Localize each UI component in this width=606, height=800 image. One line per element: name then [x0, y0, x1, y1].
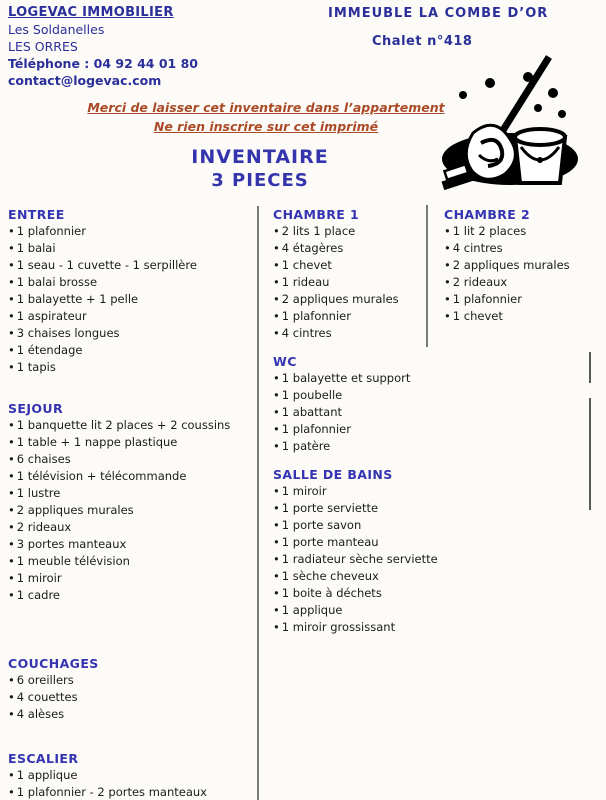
inventory-item	[273, 291, 425, 308]
bullet-icon: •	[444, 224, 451, 238]
item-text: 1 plafonnier	[452, 292, 522, 306]
item-text: 6 oreillers	[16, 673, 74, 687]
bullet-icon: •	[273, 620, 280, 634]
inventory-item	[8, 342, 254, 359]
inventory-item	[273, 223, 425, 240]
item-text: 1 plafonnier	[281, 422, 351, 436]
inventory-item	[273, 325, 425, 342]
inventory-item	[273, 517, 425, 534]
bullet-icon: •	[8, 673, 15, 687]
bullet-icon: •	[273, 309, 280, 323]
bullet-icon: •	[273, 326, 280, 340]
item-text: 1 lustre	[16, 486, 61, 500]
title-line2: 3 PIECES	[211, 170, 309, 191]
agency-address-line2: LES ORRES	[8, 39, 78, 54]
agency-email: contact@logevac.com	[8, 73, 162, 88]
item-text: 4 cintres	[281, 326, 332, 340]
section-heading: SEJOUR	[8, 401, 63, 416]
inventory-item	[8, 274, 254, 291]
item-text: 1 rideau	[281, 275, 330, 289]
inventory-item	[8, 689, 254, 706]
bullet-icon: •	[444, 309, 451, 323]
item-text: 1 télévision + télécommande	[16, 469, 187, 483]
inventory-item	[8, 308, 254, 325]
inventory-item	[8, 240, 254, 257]
item-text: 6 chaises	[16, 452, 71, 466]
inventory-item	[273, 602, 425, 619]
bullet-icon: •	[8, 258, 15, 272]
item-text: 1 chevet	[281, 258, 332, 272]
inventory-item	[8, 587, 254, 604]
inventory-item	[444, 308, 596, 325]
inventory-item	[8, 570, 254, 587]
bullet-icon: •	[273, 569, 280, 583]
agency-info-block	[8, 4, 198, 89]
item-text: 1 porte serviette	[281, 501, 379, 515]
item-text: 1 balayette et support	[281, 371, 411, 385]
inventory-column-2	[273, 206, 438, 636]
bullet-icon: •	[8, 486, 15, 500]
inventory-section	[8, 655, 254, 723]
inventory-item	[8, 485, 254, 502]
item-text: 1 meuble télévision	[16, 554, 130, 568]
inventory-item	[8, 706, 254, 723]
bullet-icon: •	[8, 537, 15, 551]
bullet-icon: •	[273, 586, 280, 600]
bullet-icon: •	[273, 258, 280, 272]
inventory-section	[444, 206, 596, 325]
inventory-item	[444, 274, 596, 291]
item-text: 1 balayette + 1 pelle	[16, 292, 139, 306]
bullet-icon: •	[273, 241, 280, 255]
notice-line2: Ne rien inscrire sur cet imprimé	[153, 119, 379, 134]
bullet-icon: •	[273, 388, 280, 402]
bullet-icon: •	[8, 452, 15, 466]
inventory-item	[444, 257, 596, 274]
item-text: 2 appliques murales	[452, 258, 570, 272]
item-text: 1 radiateur sèche serviette	[281, 552, 438, 566]
item-text: 1 patère	[281, 439, 331, 453]
inventory-item	[273, 370, 425, 387]
bullet-icon: •	[273, 405, 280, 419]
item-text: 1 miroir	[16, 571, 62, 585]
inventory-section	[8, 206, 254, 376]
section-heading: CHAMBRE 1	[273, 207, 360, 222]
inventory-item	[8, 672, 254, 689]
inventory-item	[8, 434, 254, 451]
item-text: 1 cadre	[16, 588, 60, 602]
inventory-item	[8, 291, 254, 308]
inventory-item	[273, 483, 425, 500]
inventory-item	[444, 223, 596, 240]
bullet-icon: •	[273, 371, 280, 385]
inventory-item	[8, 468, 254, 485]
inventory-section	[273, 206, 425, 342]
notice-block	[70, 98, 462, 136]
bullet-icon: •	[8, 418, 15, 432]
item-text: 2 rideaux	[452, 275, 508, 289]
building-name: IMMEUBLE LA COMBE D’OR	[328, 6, 549, 21]
bullet-icon: •	[444, 292, 451, 306]
item-text: 1 tapis	[16, 360, 56, 374]
document-title	[95, 146, 425, 192]
column-divider-2	[426, 205, 428, 347]
bullet-icon: •	[8, 707, 15, 721]
agency-name: LOGEVAC IMMOBILIER	[8, 5, 174, 20]
bullet-icon: •	[8, 520, 15, 534]
bullet-icon: •	[444, 258, 451, 272]
item-text: 1 balai brosse	[16, 275, 98, 289]
inventory-item	[8, 767, 254, 784]
column-divider-1	[257, 206, 259, 800]
bullet-icon: •	[8, 503, 15, 517]
inventory-item	[273, 619, 425, 636]
item-text: 1 plafonnier - 2 portes manteaux	[16, 785, 207, 799]
inventory-item	[8, 502, 254, 519]
item-text: 1 boite à déchets	[281, 586, 382, 600]
item-text: 3 portes manteaux	[16, 537, 127, 551]
item-text: 2 appliques murales	[281, 292, 399, 306]
item-text: 1 porte savon	[281, 518, 362, 532]
item-text: 1 applique	[16, 768, 78, 782]
item-text: 2 rideaux	[16, 520, 72, 534]
section-heading: ENTREE	[8, 207, 65, 222]
bullet-icon: •	[8, 224, 15, 238]
inventory-item	[273, 240, 425, 257]
item-text: 1 abattant	[281, 405, 343, 419]
section-heading: COUCHAGES	[8, 656, 99, 671]
item-text: 1 étendage	[16, 343, 83, 357]
right-margin-line-2	[589, 398, 591, 510]
title-line1: INVENTAIRE	[191, 146, 329, 168]
inventory-section	[8, 400, 254, 604]
right-margin-line-1	[589, 352, 591, 383]
inventory-item	[273, 421, 425, 438]
item-text: 1 aspirateur	[16, 309, 87, 323]
bullet-icon: •	[273, 535, 280, 549]
bullet-icon: •	[8, 690, 15, 704]
inventory-item	[273, 387, 425, 404]
bullet-icon: •	[273, 501, 280, 515]
item-text: 1 balai	[16, 241, 56, 255]
bullet-icon: •	[8, 326, 15, 340]
item-text: 4 couettes	[16, 690, 78, 704]
section-heading: CHAMBRE 2	[444, 207, 531, 222]
item-text: 1 table + 1 nappe plastique	[16, 435, 178, 449]
inventory-item	[444, 240, 596, 257]
item-text: 2 appliques murales	[16, 503, 134, 517]
agency-address-line1: Les Soldanelles	[8, 22, 105, 37]
inventory-item	[8, 451, 254, 468]
bullet-icon: •	[8, 292, 15, 306]
item-text: 4 cintres	[452, 241, 503, 255]
item-text: 3 chaises longues	[16, 326, 120, 340]
item-text: 1 sèche cheveux	[281, 569, 379, 583]
section-heading: ESCALIER	[8, 751, 79, 766]
bullet-icon: •	[273, 422, 280, 436]
item-text: 4 étagères	[281, 241, 344, 255]
inventory-item	[8, 359, 254, 376]
item-text: 1 poubelle	[281, 388, 343, 402]
bullet-icon: •	[8, 343, 15, 357]
item-text: 1 miroir grossissant	[281, 620, 396, 634]
bullet-icon: •	[8, 435, 15, 449]
item-text: 1 miroir	[281, 484, 327, 498]
inventory-item	[8, 223, 254, 240]
item-text: 1 plafonnier	[16, 224, 86, 238]
bullet-icon: •	[444, 241, 451, 255]
inventory-column-1	[8, 206, 254, 800]
item-text: 1 porte manteau	[281, 535, 379, 549]
item-text: 2 lits 1 place	[281, 224, 356, 238]
inventory-item	[273, 308, 425, 325]
section-heading: SALLE DE BAINS	[273, 467, 393, 482]
inventory-item	[273, 534, 425, 551]
inventory-item	[273, 500, 425, 517]
bullet-icon: •	[8, 275, 15, 289]
inventory-item	[273, 274, 425, 291]
inventory-item	[8, 325, 254, 342]
bullet-icon: •	[8, 241, 15, 255]
bullet-icon: •	[8, 588, 15, 602]
inventory-section	[273, 353, 425, 455]
bullet-icon: •	[8, 768, 15, 782]
notice-line1: Merci de laisser cet inventaire dans l’appartement	[87, 100, 445, 115]
bullet-icon: •	[8, 785, 15, 799]
inventory-item	[273, 257, 425, 274]
bullet-icon: •	[273, 518, 280, 532]
inventory-item	[273, 438, 425, 455]
building-info-block	[328, 6, 578, 49]
inventory-item	[8, 784, 254, 800]
bullet-icon: •	[273, 275, 280, 289]
bullet-icon: •	[8, 309, 15, 323]
inventory-item	[8, 417, 254, 434]
item-text: 1 applique	[281, 603, 343, 617]
inventory-column-3	[444, 206, 596, 325]
unit-number: Chalet n°418	[372, 34, 473, 49]
item-text: 1 plafonnier	[281, 309, 351, 323]
bullet-icon: •	[273, 292, 280, 306]
inventory-item	[8, 257, 254, 274]
bullet-icon: •	[273, 603, 280, 617]
item-text: 4 alèses	[16, 707, 65, 721]
inventory-item	[273, 568, 425, 585]
bullet-icon: •	[273, 484, 280, 498]
inventory-item	[8, 536, 254, 553]
bullet-icon: •	[8, 360, 15, 374]
bullet-icon: •	[444, 275, 451, 289]
inventory-item	[8, 553, 254, 570]
inventory-item	[273, 585, 425, 602]
item-text: 1 lit 2 places	[452, 224, 527, 238]
cleaning-mop-bucket-clipart-icon	[435, 55, 585, 200]
inventory-item	[273, 404, 425, 421]
item-text: 1 banquette lit 2 places + 2 coussins	[16, 418, 231, 432]
bullet-icon: •	[8, 571, 15, 585]
item-text: 1 chevet	[452, 309, 503, 323]
bullet-icon: •	[273, 552, 280, 566]
bullet-icon: •	[8, 469, 15, 483]
bullet-icon: •	[273, 224, 280, 238]
section-heading: WC	[273, 354, 297, 369]
inventory-section	[8, 750, 254, 800]
inventory-item	[444, 291, 596, 308]
bullet-icon: •	[8, 554, 15, 568]
agency-phone: Téléphone : 04 92 44 01 80	[8, 56, 199, 71]
item-text: 1 seau - 1 cuvette - 1 serpillère	[16, 258, 197, 272]
inventory-section	[273, 466, 438, 636]
inventory-item	[8, 519, 254, 536]
bullet-icon: •	[273, 439, 280, 453]
inventory-item	[273, 551, 438, 568]
